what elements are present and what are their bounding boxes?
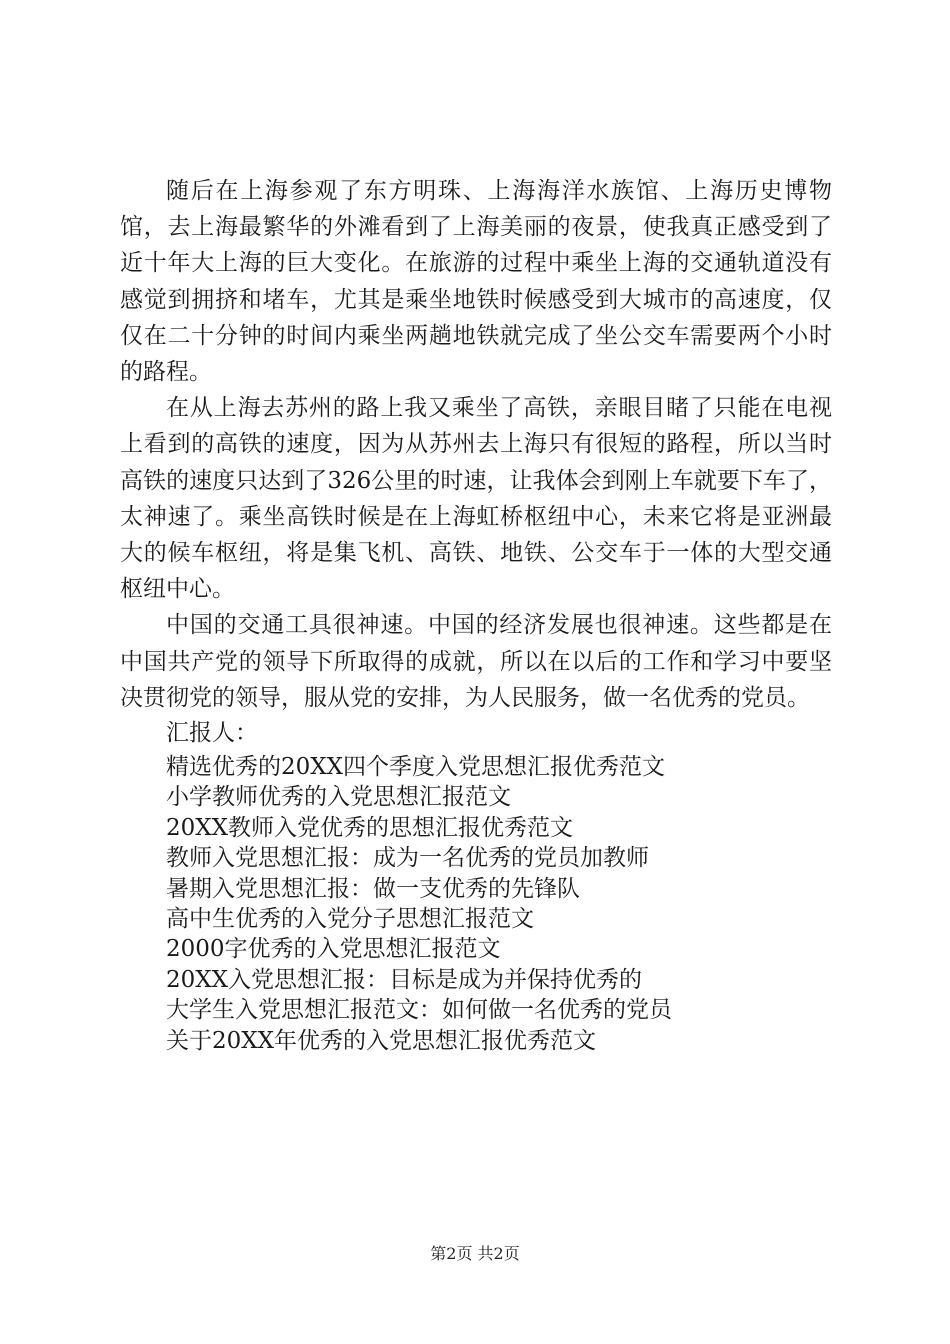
document-body bbox=[120, 173, 832, 1056]
paragraph-shanghai-visit: 随后在上海参观了东方明珠、上海海洋水族馆、上海历史博物馆，去上海最繁华的外滩看到了上海美丽的夜景，使我真正感受到了近十年大上海的巨大变化。在旅游的过程中乘坐上海的交通轨道没有感觉到拥挤和堵车，尤其是乘坐地铁时候感受到大城市的高速度，仅仅在二十分钟的时间内乘坐两趟地铁就完成了坐公交车需要两个小时的路程。 bbox=[120, 178, 832, 386]
related-article-link[interactable]: 高中生优秀的入党分子思想汇报范文 bbox=[166, 906, 534, 933]
paragraph-high-speed-rail: 在从上海去苏州的路上我又乘坐了高铁，亲眼目睹了只能在电视上看到的高铁的速度，因为从苏州去上海只有很短的路程，所以当时高铁的速度只达到了326公里的时速，让我体会到刚上车就要下车了，太神速了。乘坐高铁时候是在上海虹桥枢纽中心，未来它将是亚洲最大的候车枢纽，将是集飞机、高铁、地铁、公交车于一体的大型交通枢纽中心。 bbox=[120, 395, 832, 603]
related-article-link[interactable]: 暑期入党思想汇报：做一支优秀的先锋队 bbox=[166, 875, 580, 902]
related-article-link[interactable]: 20XX入党思想汇报：目标是成为并保持优秀的 bbox=[166, 966, 643, 993]
related-article-link[interactable]: 精选优秀的20XX四个季度入党思想汇报优秀范文 bbox=[166, 754, 666, 781]
related-article-link[interactable]: 教师入党思想汇报：成为一名优秀的党员加教师 bbox=[166, 845, 649, 872]
related-article-link[interactable]: 关于20XX年优秀的入党思想汇报优秀范文 bbox=[166, 1027, 597, 1054]
related-articles-list bbox=[120, 752, 832, 1056]
related-article-link[interactable]: 小学教师优秀的入党思想汇报范文 bbox=[166, 784, 511, 811]
related-article-link[interactable]: 20XX教师入党优秀的思想汇报优秀范文 bbox=[166, 814, 574, 841]
paragraph-conclusion: 中国的交通工具很神速。中国的经济发展也很神速。这些都是在中国共产党的领导下所取得的成就，所以在以后的工作和学习中要坚决贯彻党的领导，服从党的安排，为人民服务，做一名优秀的党员。 bbox=[120, 612, 832, 711]
page-number-footer: 第2页 共2页 bbox=[430, 1244, 520, 1263]
related-article-link[interactable]: 大学生入党思想汇报范文：如何做一名优秀的党员 bbox=[166, 997, 672, 1024]
reporter-label: 汇报人： bbox=[166, 720, 258, 747]
related-article-link[interactable]: 2000字优秀的入党思想汇报范文 bbox=[166, 936, 501, 963]
